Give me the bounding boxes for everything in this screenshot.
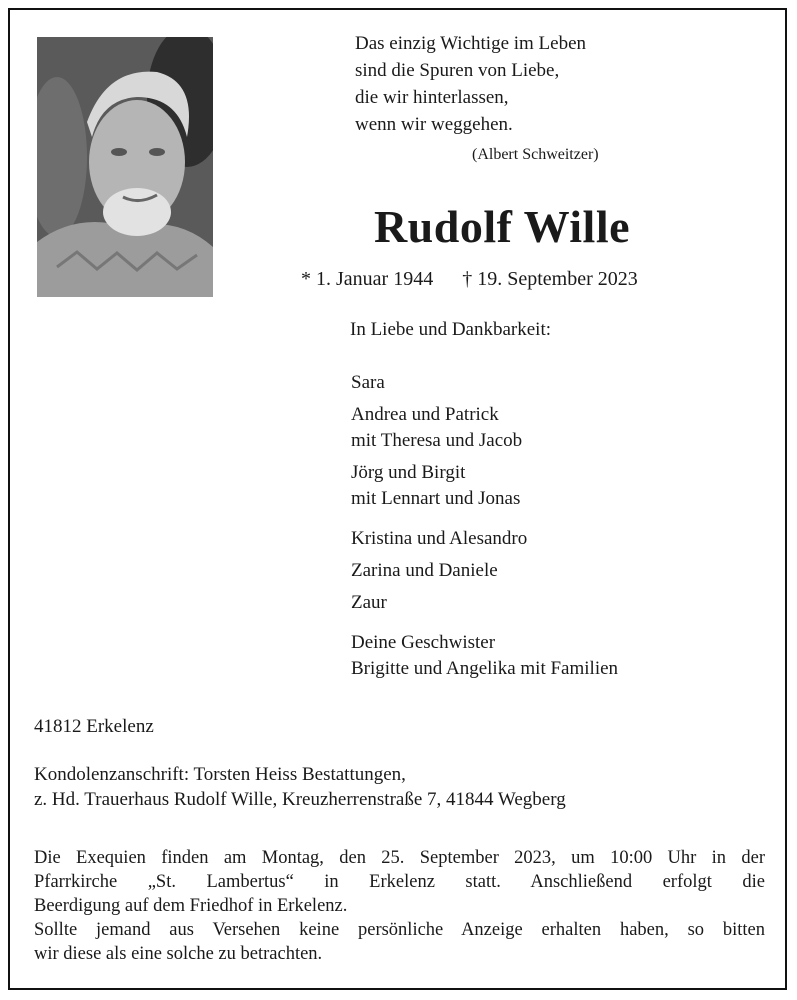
quote-line: sind die Spuren von Liebe, [355,60,560,81]
quote-line: wenn wir weggehen. [355,114,513,135]
mourner-group [351,558,618,584]
service-line: wir diese als eine solche zu betrachten. [34,944,323,964]
mourner-line: mit Lennart und Jonas [351,488,521,509]
service-line: Pfarrkirche „St. Lambertus“ in Erkelenz statt. Anschließend erfolgt die [34,872,765,892]
death-date: † 19. September 2023 [462,268,638,290]
quote-line: die wir hinterlassen, [355,87,509,108]
condolence-line: z. Hd. Trauerhaus Rudolf Wille, Kreuzherrenstraße 7, 41844 Wegberg [34,789,566,810]
mourner-group [351,370,618,396]
mourner-line: Zarina und Daniele [351,560,498,581]
mourners-list [351,370,618,688]
mourner-line: Kristina und Alesandro [351,528,528,549]
quote-author: (Albert Schweitzer) [472,146,599,163]
service-info [34,846,765,966]
portrait-photo [37,37,213,297]
city-line: 41812 Erkelenz [34,716,154,737]
mourner-line: Zaur [351,592,387,613]
mourner-group [351,460,618,512]
mourner-group [351,590,618,616]
mourner-line: mit Theresa und Jacob [351,430,523,451]
service-line: Die Exequien finden am Montag, den 25. September 2023, um 10:00 Uhr in der [34,848,765,868]
service-line: Beerdigung auf dem Friedhof in Erkelenz. [34,896,348,916]
mourner-line: Jörg und Birgit [351,462,466,483]
mourner-line: Andrea und Patrick [351,404,499,425]
mourner-group [351,630,618,682]
mourner-group [351,526,618,552]
quote-line: Das einzig Wichtige im Leben [355,33,587,54]
mourner-line: Deine Geschwister [351,632,496,653]
mourner-group [351,402,618,454]
service-line: Sollte jemand aus Versehen keine persönliche Anzeige erhalten haben, so bitten [34,920,765,940]
condolence-address [34,762,566,812]
deceased-name: Rudolf Wille [373,201,631,252]
condolence-line: Kondolenzanschrift: Torsten Heiss Bestattungen, [34,764,406,785]
birth-date: * 1. Januar 1944 [301,268,434,290]
thanks-line: In Liebe und Dankbarkeit: [350,319,552,340]
mourner-line: Brigitte und Angelika mit Familien [351,658,619,679]
life-dates [301,268,638,291]
mourner-line: Sara [351,372,385,393]
quote-block [355,30,586,138]
